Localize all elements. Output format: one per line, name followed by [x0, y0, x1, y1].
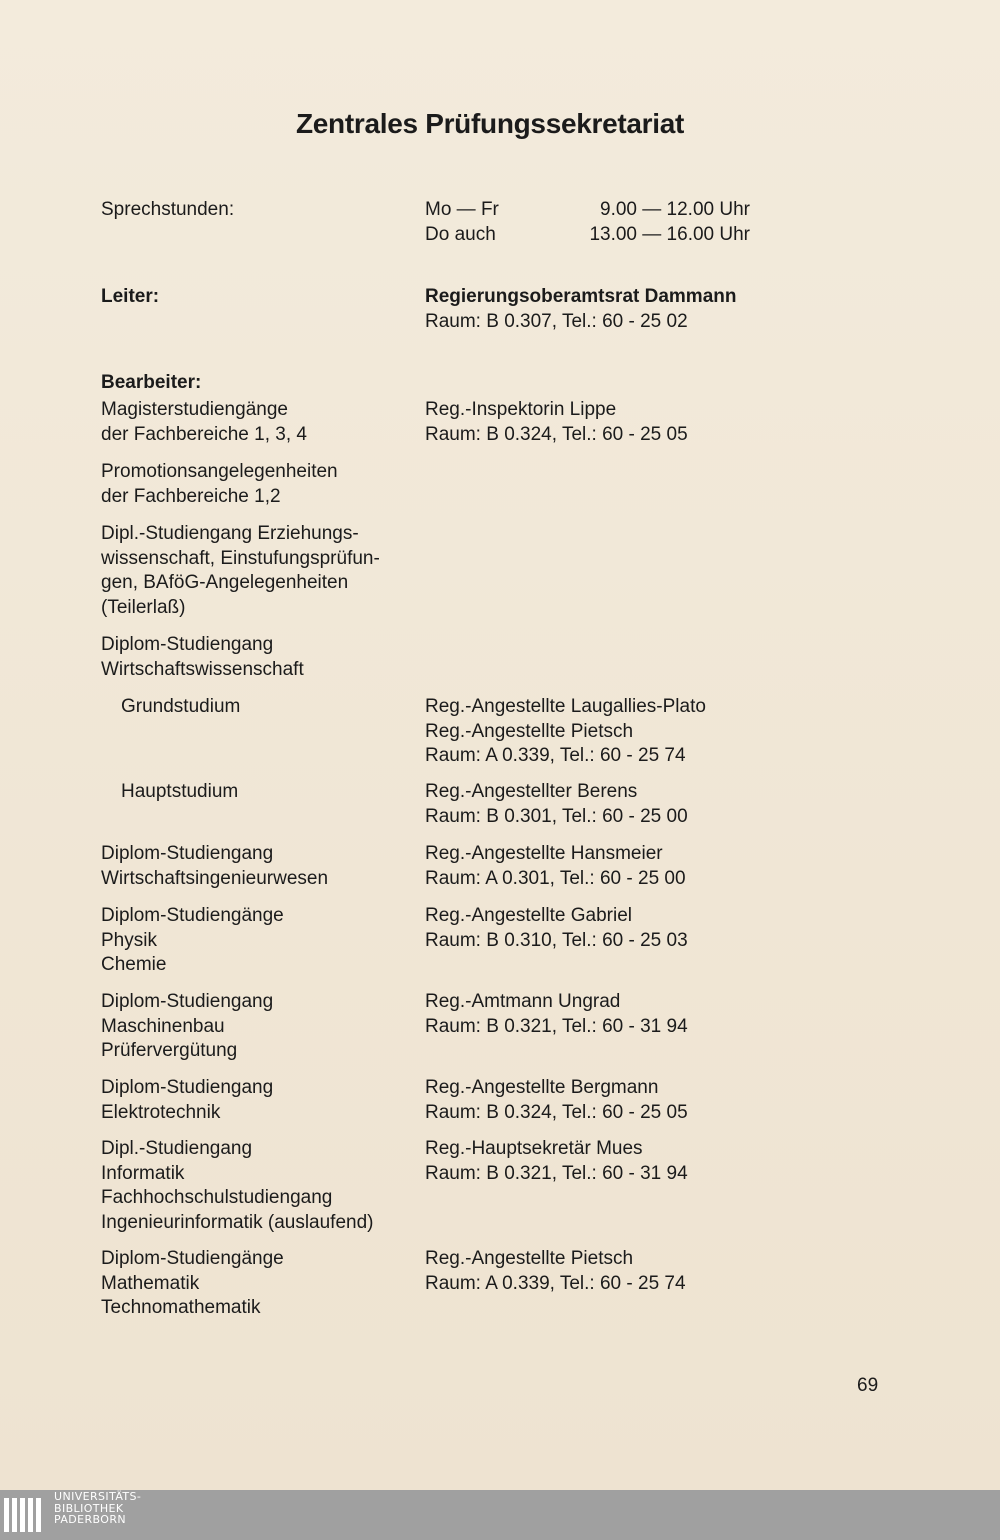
- entry-contact: Reg.-Hauptsekretär Mues: [425, 1138, 643, 1159]
- library-footer-bar: [0, 1490, 1000, 1540]
- entry-left-11: [101, 1247, 284, 1321]
- leiter-info: [425, 285, 736, 334]
- logo-line: BIBLIOTHEK: [54, 1501, 124, 1515]
- page-number: 69: [857, 1375, 879, 1396]
- entry-room: Raum: A 0.301, Tel.: 60 - 25 00: [425, 867, 686, 889]
- entry-text: Promotionsangelegenheiten: [101, 461, 338, 482]
- entry-contact: Reg.-Angestellte Gabriel: [425, 905, 632, 926]
- entry-text: Diplom-Studiengang: [101, 634, 274, 655]
- entry-right-4: [425, 695, 706, 769]
- entry-text: Diplom-Studiengänge: [101, 905, 284, 926]
- entry-contact: Reg.-Angestellte Pietsch: [425, 720, 634, 742]
- entry-contact: Reg.-Angestellte Laugallies-Plato: [425, 696, 706, 717]
- office-hours-time-2: 13.00 — 16.00 Uhr: [589, 223, 750, 245]
- entry-room: Raum: B 0.324, Tel.: 60 - 25 05: [425, 423, 688, 445]
- entry-text: (Teilerlaß): [101, 596, 186, 618]
- entry-text: Diplom-Studiengang: [101, 991, 274, 1012]
- entry-right-5: [425, 780, 688, 829]
- office-hours-label: Sprechstunden:: [101, 199, 235, 220]
- entry-right-8: [425, 990, 688, 1039]
- office-hours-time-1: 9.00 — 12.00 Uhr: [600, 199, 750, 220]
- entry-left-7: [101, 904, 284, 978]
- entry-text: Magisterstudiengänge: [101, 399, 288, 420]
- entry-right-6: [425, 842, 686, 891]
- entry-text: Ingenieurinformatik (auslaufend): [101, 1211, 374, 1233]
- entry-left-0: [101, 398, 307, 447]
- entry-room: Raum: B 0.301, Tel.: 60 - 25 00: [425, 805, 688, 827]
- entry-left-2: [101, 522, 380, 620]
- entry-right-7: [425, 904, 688, 953]
- entry-text: der Fachbereiche 1, 3, 4: [101, 423, 307, 445]
- entry-text: Diplom-Studiengänge: [101, 1248, 284, 1269]
- entry-room: Raum: B 0.324, Tel.: 60 - 25 05: [425, 1101, 688, 1123]
- logo-line: PADERBORN: [54, 1513, 127, 1526]
- entry-text: Diplom-Studiengang: [101, 843, 274, 864]
- entry-text: Elektrotechnik: [101, 1101, 221, 1123]
- entry-text: Technomathematik: [101, 1297, 261, 1318]
- entry-room: Raum: B 0.321, Tel.: 60 - 31 94: [425, 1162, 688, 1184]
- leiter-room: Raum: B 0.307, Tel.: 60 - 25 02: [425, 310, 688, 332]
- entry-left-9: [101, 1076, 273, 1125]
- entry-text: Hauptstudium: [121, 781, 239, 802]
- entry-contact: Reg.-Inspektorin Lippe: [425, 399, 617, 420]
- entry-text: gen, BAföG-Angelegenheiten: [101, 572, 349, 593]
- entry-right-0: [425, 398, 688, 447]
- entry-text: Informatik: [101, 1162, 185, 1184]
- entry-text: Prüfervergütung: [101, 1040, 238, 1061]
- entry-left-1: [101, 460, 338, 509]
- entry-left-5: [121, 780, 238, 805]
- entry-left-8: [101, 990, 273, 1064]
- entry-text: Physik: [101, 929, 157, 951]
- entry-contact: Reg.-Angestellte Bergmann: [425, 1077, 659, 1098]
- entry-text: Wirtschaftswissenschaft: [101, 658, 304, 680]
- entry-text: Maschinenbau: [101, 1015, 225, 1037]
- entry-text: der Fachbereiche 1,2: [101, 485, 281, 507]
- entry-room: Raum: A 0.339, Tel.: 60 - 25 74: [425, 745, 686, 766]
- entry-text: Fachhochschulstudiengang: [101, 1187, 333, 1208]
- library-logo-text: [54, 1491, 141, 1526]
- entry-left-3: [101, 633, 304, 682]
- entry-text: Grundstudium: [121, 696, 241, 717]
- entry-left-6: [101, 842, 328, 891]
- entry-text: Diplom-Studiengang: [101, 1077, 274, 1098]
- entry-room: Raum: B 0.321, Tel.: 60 - 31 94: [425, 1015, 688, 1037]
- entry-left-4: [121, 695, 240, 720]
- entry-room: Raum: B 0.310, Tel.: 60 - 25 03: [425, 929, 688, 951]
- office-hours-days-2: Do auch: [425, 223, 496, 245]
- library-logo-icon: [4, 1498, 41, 1532]
- entry-text: Mathematik: [101, 1272, 200, 1294]
- entry-right-11: [425, 1247, 686, 1296]
- office-hours-days-1: Mo — Fr: [425, 199, 499, 220]
- entry-contact: Reg.-Angestellte Hansmeier: [425, 843, 663, 864]
- entry-room: Raum: A 0.339, Tel.: 60 - 25 74: [425, 1272, 686, 1294]
- entry-text: Dipl.-Studiengang Erziehungs-: [101, 523, 359, 544]
- bearbeiter-label: Bearbeiter:: [101, 372, 202, 393]
- leiter-label: Leiter:: [101, 286, 160, 307]
- leiter-name: Regierungsoberamtsrat Dammann: [425, 286, 737, 307]
- entry-contact: Reg.-Angestellter Berens: [425, 781, 638, 802]
- entry-text: Wirtschaftsingenieurwesen: [101, 867, 329, 889]
- entry-text: wissenschaft, Einstufungsprüfun-: [101, 547, 380, 569]
- entry-right-9: [425, 1076, 688, 1125]
- entry-contact: Reg.-Amtmann Ungrad: [425, 991, 621, 1012]
- entry-text: Chemie: [101, 954, 167, 975]
- logo-line: UNIVERSITÄTS-: [54, 1490, 142, 1503]
- page-title: Zentrales Prüfungssekretariat: [295, 108, 685, 139]
- entry-contact: Reg.-Angestellte Pietsch: [425, 1248, 634, 1269]
- entry-left-10: [101, 1137, 374, 1235]
- office-hours-times: [560, 198, 750, 247]
- office-hours-days: [425, 198, 499, 247]
- entry-text: Dipl.-Studiengang: [101, 1138, 253, 1159]
- entry-right-10: [425, 1137, 688, 1186]
